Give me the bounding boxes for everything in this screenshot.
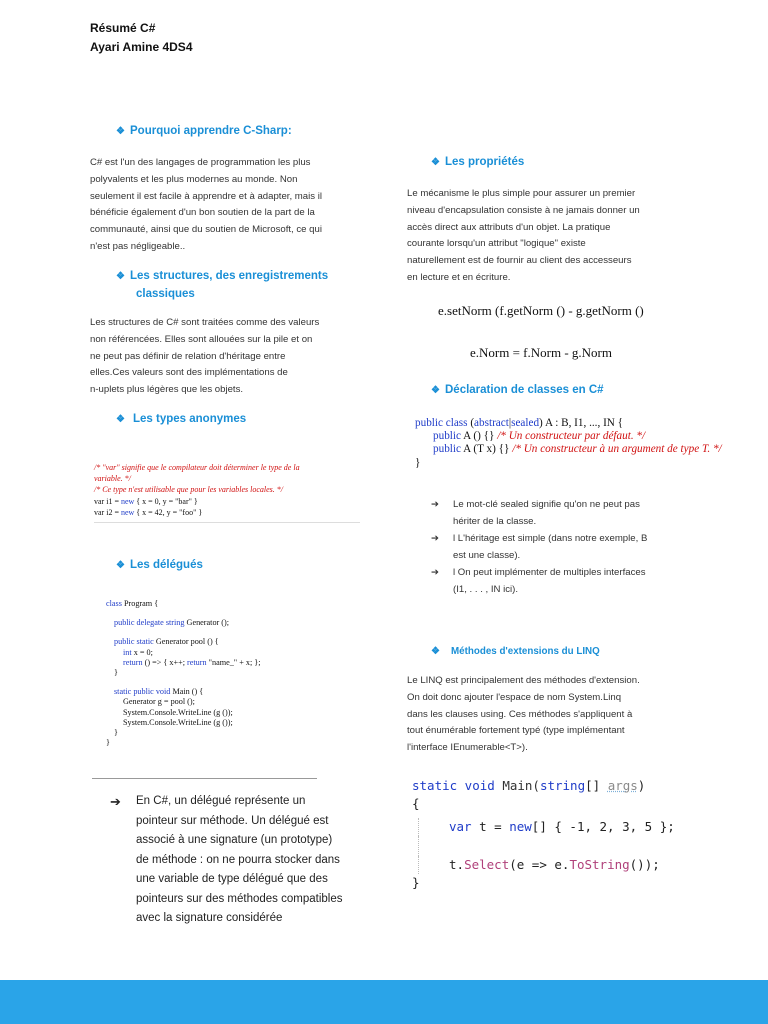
diamond-bullet-icon: ❖	[431, 385, 440, 396]
equation-norm: e.Norm = f.Norm - g.Norm	[470, 345, 612, 360]
list-item: ➔ Le mot-clé sealed signifie qu'on ne peut pas hériter de la classe.	[427, 496, 727, 530]
para-structures: Les structures de C# sont traitées comme des valeurs non référencées. Elles sont allouées sur la pile et on ne peut pas définir de relation d'héritage entre elles.Ces valeurs sont des implémentations de n-uplets plus légères que les objets.	[90, 317, 320, 396]
list-item: ➔ l L'héritage est simple (dans notre exemple, B est une classe).	[427, 530, 727, 564]
diamond-bullet-icon: ❖	[116, 414, 125, 425]
right-arrow-icon: ➔	[431, 533, 440, 544]
diamond-bullet-icon: ❖	[431, 646, 440, 657]
code-linq: static void Main(string[] args) { var t = new[] { -1, 2, 3, 5 }; t.Select(e => e.ToString()); }	[412, 777, 742, 892]
doc-author: Ayari Amine 4DS4	[90, 40, 193, 54]
heading-structures-line2: classiques	[136, 288, 195, 300]
right-arrow-icon: ➔	[431, 567, 440, 578]
class-notes-list	[427, 496, 727, 598]
right-arrow-icon: ➔	[110, 794, 121, 809]
diamond-bullet-icon: ❖	[116, 126, 125, 137]
divider	[92, 778, 317, 779]
heading-why-csharp: ❖ Pourquoi apprendre C-Sharp:	[116, 122, 292, 141]
heading-linq-extensions: ❖ Méthodes d'extensions du LINQ	[431, 643, 600, 661]
diamond-bullet-icon: ❖	[431, 157, 440, 168]
delegate-note: ➔ En C#, un délégué représente un pointeur sur méthode. Un délégué est associé à une signature (un prototype) de méthode : on ne pourra stocker dans une variable de type délégué que des pointeurs sur des méthodes compatibles avec la signature considérée	[110, 794, 343, 924]
heading-class-declaration: ❖ Déclaration de classes en C#	[431, 381, 604, 400]
para-why-csharp: C# est l'un des langages de programmation les plus polyvalents et les plus modernes au monde. Non seulement il est facile à apprendre et à adapter, mais il bénéficie également d'un bon soutien de la part de la communauté, ainsi que du soutien de Microsoft, ce qui n'est pas négligeable..	[90, 157, 322, 252]
heading-delegates: ❖ Les délégués	[116, 556, 203, 575]
footer-bar	[0, 980, 768, 1024]
code-delegates: class Program { public delegate string Generator (); public static Generator pool () { int x = 0; return () => { x++; return "name_" + x; }; } static public void Main () { Generator g = pool (); System.Console.WriteLine (g ()); System.Console.WriteLine (g ()); } }	[106, 599, 261, 748]
list-item: ➔ l On peut implémenter de multiples interfaces (I1, . . . , IN ici).	[427, 564, 727, 598]
code-anonymous-types: /* "var" signifie que le compilateur doit déterminer le type de la variable. */ /* Ce type n'est utilisable que pour les variables locales. */ var i1 = new { x = 0, y = "bar" } var i2 = new { x = 42, y = "foo" }	[94, 462, 360, 523]
para-properties: Le mécanisme le plus simple pour assurer un premier niveau d'encapsulation consiste à ne jamais donner un accès direct aux attributs d'un objet. La pratique courante lorsqu'un attribut "logique" existe naturellement est de fournir au client des accesseurs en lecture et en écriture.	[407, 188, 640, 283]
heading-structures: ❖ Les structures, des enregistrements	[116, 267, 328, 286]
diamond-bullet-icon: ❖	[116, 560, 125, 571]
heading-anonymous-types: ❖ Les types anonymes	[116, 410, 246, 429]
doc-title: Résumé C#	[90, 21, 156, 35]
heading-properties: ❖ Les propriétés	[431, 153, 524, 172]
equation-getnorm: e.setNorm (f.getNorm () - g.getNorm ()	[438, 303, 644, 318]
code-class-declaration: public class (abstract|sealed) A : B, I1, ..., IN { public A () {} /* Un constructeur par défaut. */ public A (T x) {} /* Un constructeur à un argument de type T. */ }	[415, 417, 722, 469]
para-linq: Le LINQ est principalement des méthodes d'extension. On doit donc ajouter l'espace de nom System.Linq dans les clauses using. Ces méthodes s'appliquent à tout énumérable fortement typé (type implémentant l'interface IEnumerable<T>).	[407, 675, 640, 754]
right-arrow-icon: ➔	[431, 499, 440, 510]
diamond-bullet-icon: ❖	[116, 271, 125, 282]
